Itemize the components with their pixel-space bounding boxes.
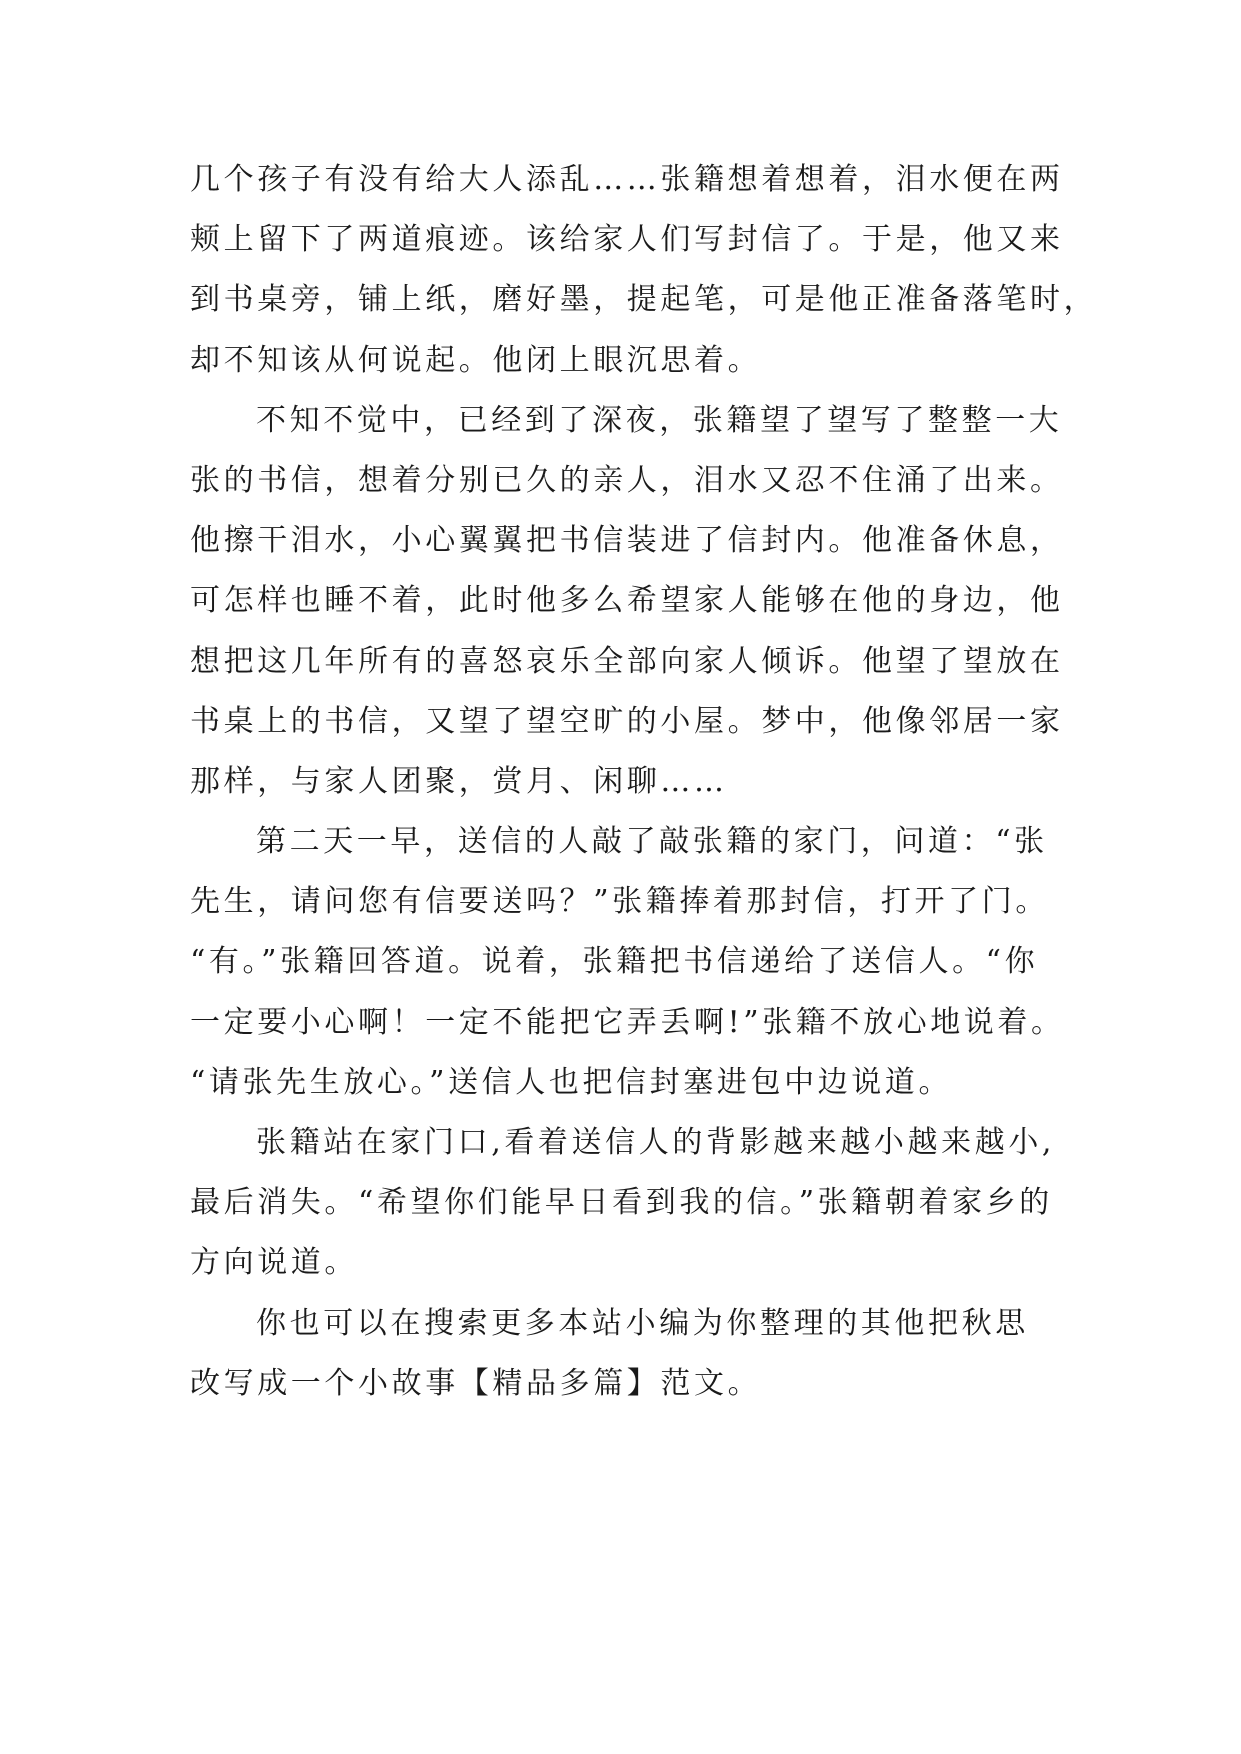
paragraph-1 — [190, 150, 1098, 391]
text-line: 他擦干泪水，小心翼翼把书信装进了信封内。他准备休息， — [190, 523, 1064, 559]
text-line: 想把这几年所有的喜怒哀乐全部向家人倾诉。他望了望放在 — [190, 643, 1064, 679]
text-line: 可怎样也睡不着，此时他多么希望家人能够在他的身边，他 — [190, 583, 1064, 619]
paragraph-4 — [190, 1113, 1090, 1294]
text-line: 先生，请问您有信要送吗？”张籍捧着那封信，打开了门。 — [190, 884, 1049, 920]
document-body — [190, 150, 1098, 1414]
text-line: 颊上留下了两道痕迹。该给家人们写封信了。于是，他又来 — [190, 222, 1064, 258]
paragraph-3 — [190, 812, 1090, 1113]
text-line: 方向说道。 — [190, 1245, 358, 1281]
text-line: 最后消失。“希望你们能早日看到我的信。”张籍朝着家乡的 — [190, 1185, 1053, 1221]
text-line: 张的书信，想着分别已久的亲人，泪水又忍不住涌了出来。 — [190, 462, 1064, 498]
text-line: 改写成一个小故事【精品多篇】范文。 — [190, 1365, 762, 1401]
text-line: “有。”张籍回答道。说着，张籍把书信递给了送信人。“你 — [190, 944, 1039, 980]
text-line: “请张先生放心。”送信人也把信封塞进包中边说道。 — [190, 1064, 953, 1100]
text-line: 几个孩子有没有给大人添乱……张籍想着想着，泪水便在两 — [190, 162, 1064, 197]
text-line: 却不知该从何说起。他闭上眼沉思着。 — [190, 342, 762, 378]
text-line: 一定要小心啊！一定不能把它弄丢啊!”张籍不放心地说着。 — [190, 1004, 1065, 1040]
text-line: 到书桌旁，铺上纸，磨好墨，提起笔，可是他正准备落笔时， — [190, 282, 1098, 318]
paragraph-5 — [190, 1294, 1090, 1414]
text-line: 书桌上的书信，又望了望空旷的小屋。梦中，他像邻居一家 — [190, 703, 1064, 739]
text-line: 不知不觉中，已经到了深夜，张籍望了望写了整整一大 — [256, 402, 1063, 438]
text-line: 张籍站在家门口,看着送信人的背影越来越小越来越小, — [256, 1125, 1056, 1160]
text-line: 那样，与家人团聚，赏月、闲聊…… — [190, 763, 728, 799]
text-line: 第二天一早，送信的人敲了敲张籍的家门，问道：“张 — [256, 824, 1048, 860]
text-line: 你也可以在搜索更多本站小编为你整理的其他把秋思 — [256, 1305, 1029, 1341]
paragraph-2 — [190, 391, 1090, 812]
